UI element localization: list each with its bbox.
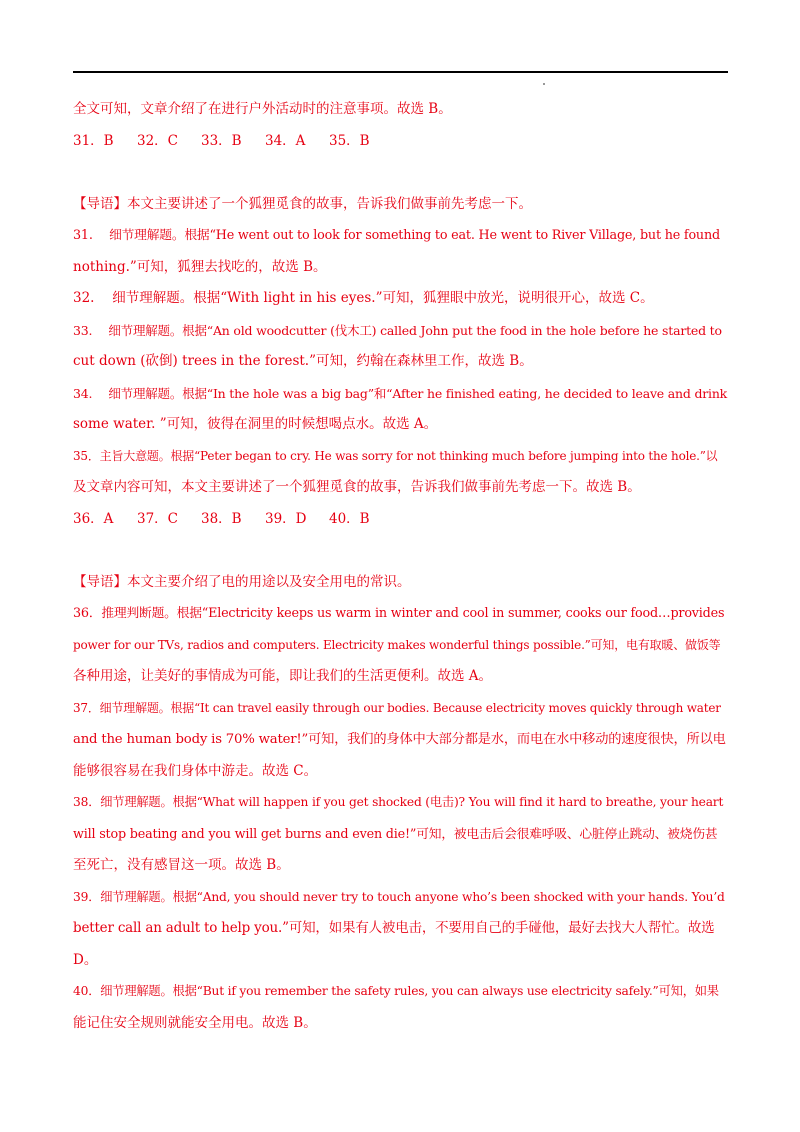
text-line: 33. 细节理解题。根据“An old woodcutter (伐木工) called John put the food in the hole before he started to bbox=[73, 322, 722, 338]
answer-row bbox=[73, 504, 728, 536]
answer-item: 34．A bbox=[265, 132, 306, 149]
header-rule bbox=[73, 71, 728, 73]
text-line: D。 bbox=[73, 951, 98, 968]
header-mark bbox=[543, 83, 545, 85]
text-line: some water. ”可知，彼得在洞里的时候想喝点水。故选 A。 bbox=[73, 416, 438, 432]
answer-item: 32．C bbox=[137, 132, 179, 149]
text-line: cut down (砍倒) trees in the forest.”可知，约翰在森林里工作，故选 B。 bbox=[73, 353, 533, 369]
text-line: 能够很容易在我们身体中游走。故选 C。 bbox=[73, 762, 318, 779]
text-line: better call an adult to help you.”可知，如果有人被电击，不要用自己的手碰他，最好去找大人帮忙。故选 bbox=[73, 920, 715, 936]
answer-item: 33．B bbox=[201, 132, 242, 149]
text-line: 31. 细节理解题。根据“He went out to look for something to eat. He went to River Village, but he found bbox=[73, 228, 720, 243]
spacer bbox=[73, 157, 728, 189]
answer-item: 38．B bbox=[201, 510, 242, 527]
text-line: 各种用途，让美好的事情成为可能，即让我们的生活更便利。故选 A。 bbox=[73, 668, 493, 684]
text-line: 34. 细节理解题。根据“In the hole was a big bag”和“After he finished eating, he decided to leave and drink bbox=[73, 385, 728, 401]
text-line: 35．主旨大意题。根据“Peter began to cry. He was sorry for not thinking much before jumping into the hole.”以 bbox=[73, 448, 718, 463]
answer-item: 36．A bbox=[73, 510, 114, 527]
answer-row bbox=[73, 126, 728, 158]
answer-item: 39．D bbox=[265, 510, 307, 527]
spacer bbox=[73, 535, 728, 567]
text-line: power for our TVs, radios and computers. Electricity makes wonderful things possible.”可知，电有取暖、做饭等 bbox=[73, 637, 721, 652]
text-line: 38．细节理解题。根据“What will happen if you get shocked (电击)? You will find it hard to breathe, your heart bbox=[73, 795, 724, 809]
text-line: 能记住安全规则就能安全用电。故选 B。 bbox=[73, 1014, 317, 1031]
text-line: 36．推理判断题。根据“Electricity keeps us warm in winter and cool in summer, cooks our food…provides bbox=[73, 606, 725, 621]
text-line: 及文章内容可知，本文主要讲述了一个狐狸觅食的故事，告诉我们做事前先考虑一下。故选 B。 bbox=[73, 479, 641, 495]
guide-line: 【导语】本文主要讲述了一个狐狸觅食的故事，告诉我们做事前先考虑一下。 bbox=[73, 195, 532, 212]
document-body bbox=[73, 94, 728, 1039]
answer-item: 35．B bbox=[329, 132, 370, 149]
text-line: 32. 细节理解题。根据“With light in his eyes.”可知，狐狸眼中放光，说明很开心，故选 C。 bbox=[73, 290, 654, 306]
text-line: 39．细节理解题。根据“And, you should never try to touch anyone who’s been shocked with your hands. You’d bbox=[73, 889, 725, 904]
text-line: will stop beating and you will get burns and even die!”可知，被电击后会很难呼吸、心脏停止跳动、被烧伤甚 bbox=[73, 826, 718, 842]
answer-item: 37．C bbox=[137, 510, 179, 527]
text-line: and the human body is 70% water!”可知，我们的身体中大部分都是水，而电在水中移动的速度很快，所以电 bbox=[73, 732, 726, 747]
answer-item: 40．B bbox=[329, 510, 370, 527]
text-line: 40．细节理解题。根据“But if you remember the safety rules, you can always use electricity safely.”可知，如果 bbox=[73, 984, 719, 998]
guide-line: 【导语】本文主要介绍了电的用途以及安全用电的常识。 bbox=[73, 573, 411, 590]
text-line: 至死亡，没有感冒这一项。故选 B。 bbox=[73, 857, 290, 873]
text-line: nothing.”可知，狐狸去找吃的，故选 B。 bbox=[73, 258, 327, 275]
answer-item: 31．B bbox=[73, 132, 114, 149]
text-line: 37．细节理解题。根据“It can travel easily through our bodies. Because electricity moves quickly through water bbox=[73, 700, 721, 715]
text-line: 全文可知，文章介绍了在进行户外活动时的注意事项。故选 B。 bbox=[73, 101, 452, 117]
